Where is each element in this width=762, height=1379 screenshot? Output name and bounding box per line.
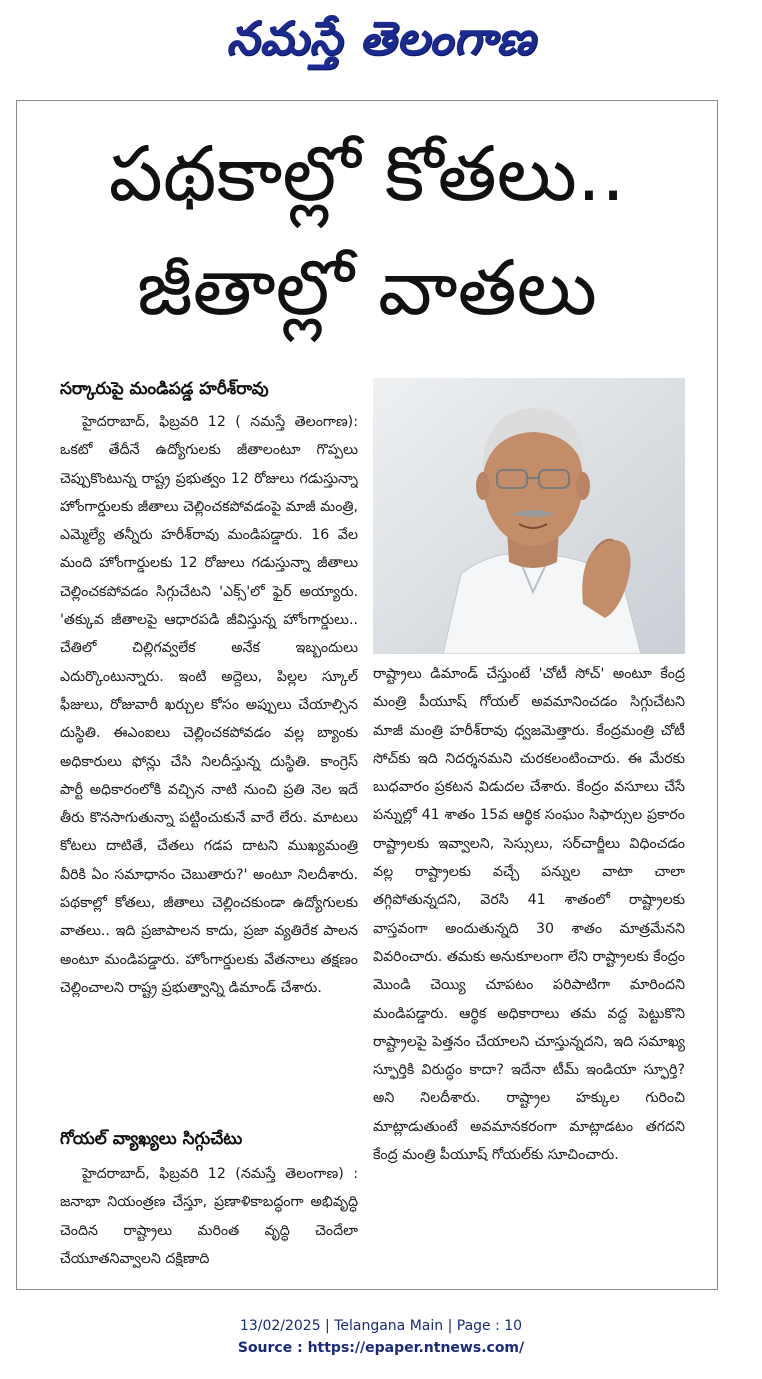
story2-subhead: గోయల్ వ్యాఖ్యలు సిగ్గుచేటు <box>60 1129 243 1149</box>
harish-rao-photo <box>373 378 685 654</box>
headline-line-1: పథకాల్లో కోతలు.. <box>108 129 626 218</box>
footer-source: Source : https://epaper.ntnews.com/ <box>237 1340 525 1356</box>
story2-body <box>60 1160 358 1274</box>
headline-line-2: జీతాల్లో వాతలు <box>137 243 597 332</box>
footer-date-page: 13/02/2025 | Telangana Main | Page : 10 <box>239 1318 523 1334</box>
portrait-illustration <box>373 378 685 654</box>
story2-continuation <box>373 660 685 1270</box>
story1-subhead: సర్కారుపై మండిపడ్డ హరీశ్‌రావు <box>60 379 269 399</box>
story2-continuation-paragraph: రాష్ట్రాలు డిమాండ్ చేస్తుంటే 'చోటీ సోచ్' అంటూ కేంద్ర మంత్రి పీయూష్ గోయల్ అవమానించడం సిగ్గుచేటని మాజీ మంత్రి హరీశ్‌రావు ధ్వజమెత్తారు. కేంద్రమంత్రి చోటీ సోచ్‌కు ఇది నిదర్శనమని చురకలంటించారు. ఈ మేరకు బుధవారం ప్రకటన విడుదల చేశారు. కేంద్రం వసూలు చేసే పన్నుల్లో 41 శాతం 15వ ఆర్థిక సంఘం సిఫార్సుల ప్రకారం రాష్ట్రాలకు ఇవ్వాలని, సెస్సులు, సర్‌చార్జీలు విధించడం వల్ల రాష్ట్రాలకు వచ్చే పన్నుల వాటా చాలా తగ్గిపోతున్నదని, వెరసి 41 శాతంలో రాష్ట్రాలకు వాస్తవంగా అందుతున్నది 30 శాతం మాత్రమేనని వివరించారు. తమకు అనుకూలంగా లేని రాష్ట్రాలకు కేంద్రం మొండి చెయ్యి చూపటం పరిపాటిగా మారిందని మండిపడ్డారు. ఆర్థిక అధికారాలు తమ వద్ద పెట్టుకొని రాష్ట్రాలపై పెత్తనం చేయాలని చూస్తున్నదని, ఇది సమాఖ్య స్ఫూర్తికి విరుద్ధం కాదా? ఇదేనా టీమ్ ఇండియా స్ఫూర్తి? అని నిలదీశారు. రాష్ట్రాల హక్కుల గురించి మాట్లాడుతుంటే అవమానకరంగా మాట్లాడటం తగదని కేంద్ర మంత్రి పీయూష్ గోయల్‌కు సూచించారు. <box>373 666 685 1164</box>
story1-body <box>60 408 358 1104</box>
story1-paragraph: హైదరాబాద్, ఫిబ్రవరి 12 ( నమస్తే తెలంగాణ): ఒకటో తేదీనే ఉద్యోగులకు జీతాలంటూ గొప్పలు చెప్పుకొంటున్న రాష్ట్ర ప్రభుత్వం 12 రోజులు గడుస్తున్నా హోంగార్డులకు జీతాలు చెల్లించకపోవడంపై మాజీ మంత్రి, ఎమ్మెల్యే తన్నీరు హరీశ్‌రావు మండిపడ్డారు. 16 వేల మంది హోంగార్డులకు 12 రోజులు గడుస్తున్నా జీతాలు చెల్లించకపోవడం సిగ్గుచేటని 'ఎక్స్'లో ఫైర్ అయ్యారు. 'తక్కువ జీతాలపై ఆధారపడి జీవిస్తున్న హోంగార్డులు.. చేతిలో చిల్లిగవ్వలేక అనేక ఇబ్బందులు ఎదుర్కొంటున్నారు. ఇంటి అద్దెలు, పిల్లల స్కూల్ ఫీజులు, రోజువారీ ఖర్చుల కోసం అప్పులు చేయాల్సిన దుస్థితి. ఈఎంఐలు చెల్లించకపోవడం వల్ల బ్యాంకు అధికారులు ఫోన్లు చేసి నిలదీస్తున్న దుస్థితి. కాంగ్రెస్ పార్టీ అధికారంలోకి వచ్చిన నాటి నుంచి ప్రతి నెల ఇదే తీరు కొనసాగుతున్నా పట్టించుకునే వారే లేరు. మాటలు కోటలు దాటితే, చేతలు గడప దాటని ముఖ్యమంత్రి వీరికి ఏం సమాధానం చెబుతారు?' అంటూ నిలదీశారు. పథకాల్లో కోతలు, జీతాలు చెల్లించకుండా ఉద్యోగులకు వాతలు.. ఇది ప్రజాపాలన కాదు, ప్రజా వ్యతిరేక పాలన అంటూ మండిపడ్డారు. హోంగార్డులకు వేతనాలు తక్షణం చెల్లించాలని రాష్ట్ర ప్రభుత్వాన్ని డిమాండ్ చేశారు. <box>60 414 358 996</box>
story2-paragraph: హైదరాబాద్, ఫిబ్రవరి 12 (నమస్తే తెలంగాణ) : జనాభా నియంత్రణ చేస్తూ, ప్రణాళికాబద్ధంగా అభివృద్ధి చెందిన రాష్ట్రాలు మరింత వృద్ధి చెందేలా చేయూతనివ్వాలని దక్షిణాది <box>60 1166 358 1267</box>
masthead-logo: నమస్తే తెలంగాణ <box>226 11 536 65</box>
